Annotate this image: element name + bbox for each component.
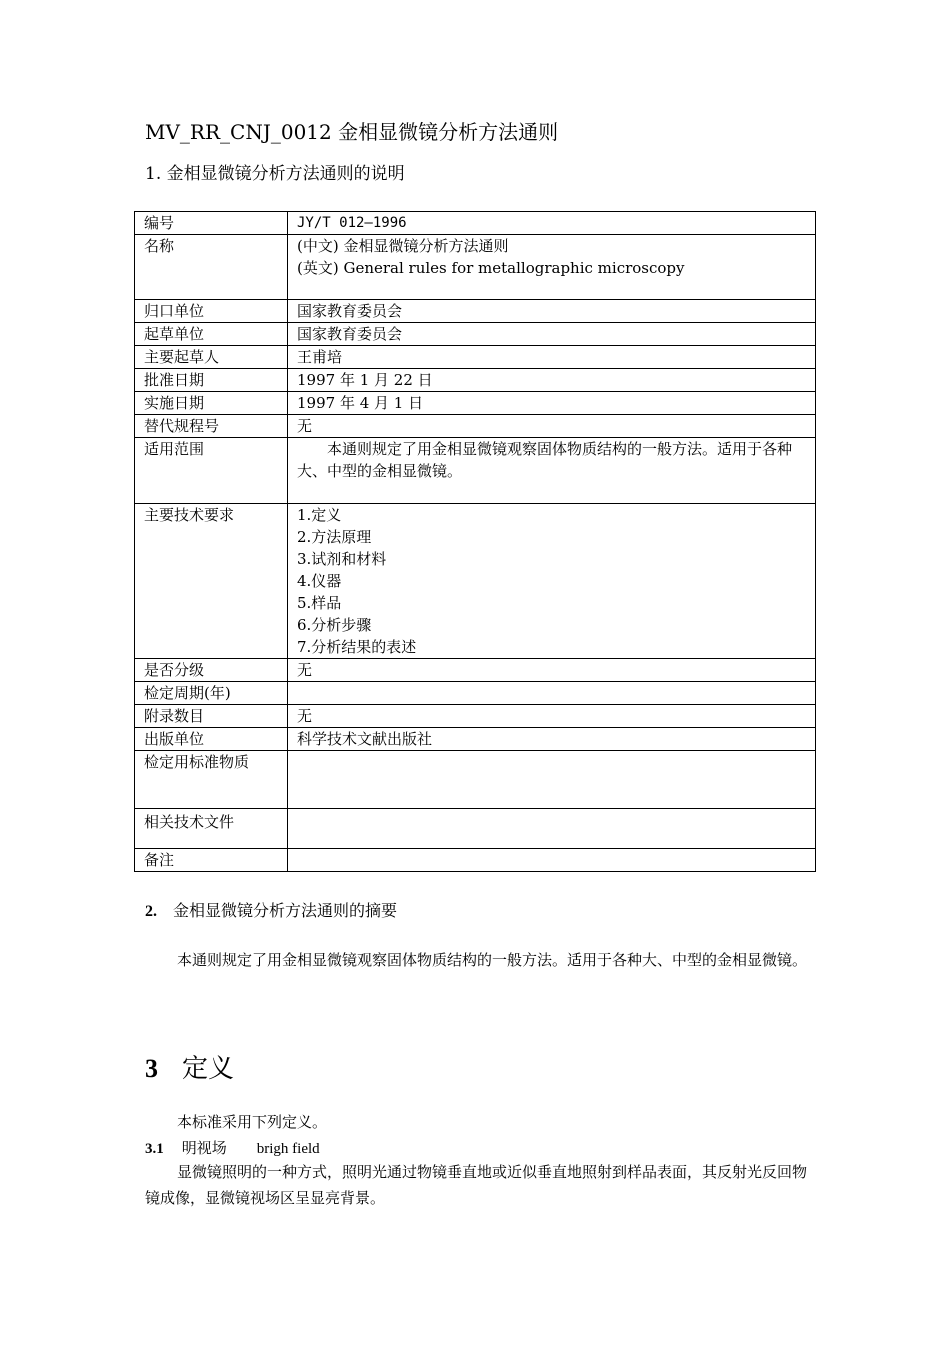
requirement-item: 3.试剂和材料 [297,550,387,568]
row-label: 附录数目 [135,705,288,728]
section-2-title: 金相显微镜分析方法通则的摘要 [173,901,398,920]
row-label: 出版单位 [135,728,288,751]
row-value [288,504,816,659]
row-label: 相关技术文件 [135,809,288,849]
row-label: 检定周期(年) [135,682,288,705]
table-row [135,323,816,346]
table-row [135,415,816,438]
table-row [135,438,816,504]
section-3-intro: 本标准采用下列定义。 [177,1113,328,1131]
table-row [135,751,816,809]
row-label: 归口单位 [135,300,288,323]
specification-table [134,211,816,872]
section-3-number: 3 [145,1054,158,1083]
section-2-body: 本通则规定了用金相显微镜观察固体物质结构的一般方法。适用于各种大、中型的金相显微镜。 [177,951,808,969]
definition-term-en: brigh field [256,1141,320,1157]
row-label: 替代规程号 [135,415,288,438]
row-label: 主要起草人 [135,346,288,369]
table-row [135,212,816,235]
row-value: 无 [288,659,816,682]
definition-number: 3.1 [145,1141,164,1157]
section-3-title: 定义 [182,1054,235,1084]
row-value: 无 [288,415,816,438]
table-row [135,392,816,415]
section-2-heading [145,898,397,925]
document-title: MV_RR_CNJ_0012 金相显微镜分析方法通则 [145,120,559,144]
row-value [288,235,816,300]
row-label: 是否分级 [135,659,288,682]
row-label: 检定用标准物质 [135,751,288,809]
definition-term-cn: 明视场 [181,1139,227,1157]
row-label: 备注 [135,849,288,872]
definition-heading [145,1135,320,1162]
table-row [135,346,816,369]
row-label: 名称 [135,235,288,300]
table-row [135,705,816,728]
row-value: 无 [288,705,816,728]
row-value: 1997 年 4 月 1 日 [288,392,816,415]
table-row [135,235,816,300]
row-value [288,751,816,809]
requirement-item: 6.分析步骤 [297,616,372,634]
definition-body: 显微镜照明的一种方式，照明光通过物镜垂直地或近似垂直地照射到样品表面，其反射光反回物镜成像，显微镜视场区呈显亮背景。 [145,1163,808,1207]
row-value: 国家教育委员会 [288,323,816,346]
table-row [135,809,816,849]
table-row [135,300,816,323]
requirement-item: 1.定义 [297,506,342,524]
row-value: 科学技术文献出版社 [288,728,816,751]
section-2-number: 2. [145,903,157,920]
table-row [135,504,816,659]
row-label: 编号 [135,212,288,235]
table-row [135,682,816,705]
row-value: 本通则规定了用金相显微镜观察固体物质结构的一般方法。适用于各种大、中型的金相显微镜。 [288,438,816,504]
row-value [288,809,816,849]
table-row [135,369,816,392]
table-row [135,849,816,872]
row-value: 1997 年 1 月 22 日 [288,369,816,392]
row-label: 起草单位 [135,323,288,346]
row-value [288,849,816,872]
row-value: 国家教育委员会 [288,300,816,323]
name-chinese: (中文) 金相显微镜分析方法通则 [297,237,509,255]
row-value: JY/T 012—1996 [288,212,816,235]
section-1-heading: 1. 金相显微镜分析方法通则的说明 [145,164,405,184]
row-label: 实施日期 [135,392,288,415]
requirement-item: 4.仪器 [297,572,342,590]
table-row [135,728,816,751]
row-label: 适用范围 [135,438,288,504]
row-value: 王甫培 [288,346,816,369]
requirement-item: 2.方法原理 [297,528,372,546]
name-english: (英文) General rules for metallographic microscopy [297,259,685,277]
section-3-heading [145,1050,234,1088]
requirement-item: 7.分析结果的表述 [297,638,417,656]
requirement-item: 5.样品 [297,594,342,612]
row-value [288,682,816,705]
row-label: 批准日期 [135,369,288,392]
row-label: 主要技术要求 [135,504,288,659]
table-row [135,659,816,682]
